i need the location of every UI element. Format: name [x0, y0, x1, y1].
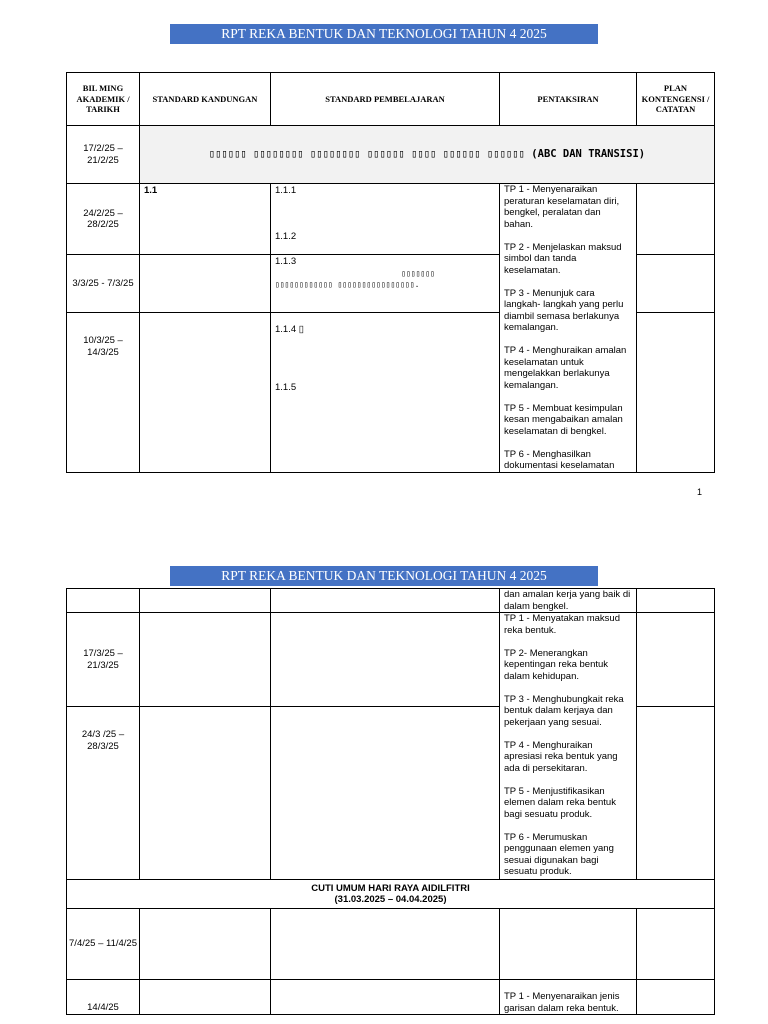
standard-pembelajaran-cell: [271, 613, 500, 707]
tp-item: TP 5 - Membuat kesimpulan kesan mengabaikan amalan keselamatan di bengkel.: [504, 402, 623, 437]
sp-text: ▯▯▯▯▯▯▯: [401, 268, 435, 278]
tp-item: TP 5 - Menjustifikasikan elemen dalam reka bentuk bagi sesuatu produk.: [504, 785, 616, 820]
date-cell: 24/2/25 – 28/2/25: [67, 184, 140, 255]
standard-pembelajaran-cell: [271, 313, 500, 472]
holiday-dates: (31.03.2025 – 04.04.2025): [334, 894, 447, 905]
holiday-row: [67, 880, 715, 909]
date-cell: 24/3 /25 – 28/3/25: [67, 707, 140, 880]
standard-pembelajaran-cell: [271, 707, 500, 880]
date-cell: 17/2/25 – 21/2/25: [67, 126, 140, 184]
unit-title: ▯▯▯▯▯▯ ▯▯▯▯▯▯▯▯ ▯▯▯▯▯▯▯▯ ▯▯▯▯▯▯ ▯▯▯▯ ▯▯▯▯▯▯ ▯▯▯▯▯▯ (ABC DAN TRANSISI): [140, 126, 715, 184]
holiday-title: CUTI UMUM HARI RAYA AIDILFITRI: [311, 882, 470, 894]
standard-kandungan-cell: [140, 707, 271, 880]
standard-kandungan-cell: [140, 589, 271, 613]
date-cell: 10/3/25 – 14/3/25: [67, 313, 140, 472]
tp-item: TP 1 - Menyenaraikan peraturan keselamatan diri, bengkel, peralatan dan bahan.: [504, 184, 620, 230]
plan-cell: [637, 255, 715, 313]
tp-item: TP 4 - Menghuraikan apresiasi reka bentuk yang ada di persekitaran.: [504, 739, 618, 774]
plan-cell: [637, 707, 715, 880]
standard-kandungan-cell: 1.1: [140, 184, 271, 255]
rpt-table-page-1: [66, 72, 715, 473]
standard-pembelajaran-cell: [271, 589, 500, 613]
sp-code: 1.1.2: [275, 230, 297, 242]
pentaksiran-cell: [500, 613, 637, 880]
plan-cell: [637, 980, 715, 1015]
tp-item: TP 2- Menerangkan kepentingan reka bentuk dalam kehidupan.: [504, 647, 609, 682]
pentaksiran-cell: TP 1 - Menyenaraikan jenis garisan dalam reka bentuk.: [500, 980, 637, 1015]
standard-kandungan-cell: [140, 909, 271, 980]
standard-kandungan-cell: [140, 255, 271, 313]
page-title: RPT REKA BENTUK DAN TEKNOLOGI TAHUN 4 2025: [170, 24, 598, 44]
pentaksiran-cell: dan amalan kerja yang baik di dalam bengkel.: [500, 589, 637, 613]
plan-cell: [637, 909, 715, 980]
header-bil: BIL MING AKADEMIK / TARIKH: [67, 73, 140, 126]
standard-pembelajaran-cell: [271, 909, 500, 980]
sp-code: 1.1.4 ▯: [275, 324, 304, 336]
header-pentaksiran: PENTAKSIRAN: [500, 73, 637, 126]
standard-pembelajaran-cell: [271, 255, 500, 313]
date-cell: 17/3/25 – 21/3/25: [67, 613, 140, 707]
plan-cell: [637, 613, 715, 707]
tp-item: TP 3 - Menghubungkait reka bentuk dalam kerjaya dan pekerjaan yang sesuai.: [504, 693, 624, 728]
tp-item: TP 2 - Menjelaskan maksud simbol dan tanda keselamatan.: [504, 241, 622, 276]
rpt-table-page-2: [66, 588, 715, 1015]
sp-text: ▯▯▯▯▯▯▯▯▯▯▯▯ ▯▯▯▯▯▯▯▯▯▯▯▯▯▯▯▯.: [275, 280, 420, 290]
tp-item: TP 4 - Menghuraikan amalan keselamatan untuk mengelakkan berlakunya kemalangan.: [504, 345, 627, 391]
pentaksiran-cell: [500, 184, 637, 473]
tp-item: TP 1 - Menyatakan maksud reka bentuk.: [504, 613, 620, 636]
date-cell: 3/3/25 - 7/3/25: [67, 255, 140, 313]
header-standard-pembelajaran: STANDARD PEMBELAJARAN: [271, 73, 500, 126]
sp-code: 1.1.3: [275, 256, 297, 268]
standard-pembelajaran-cell: [271, 980, 500, 1015]
page-title: RPT REKA BENTUK DAN TEKNOLOGI TAHUN 4 2025: [170, 566, 598, 586]
plan-cell: [637, 313, 715, 472]
date-cell: 14/4/25: [67, 980, 140, 1015]
standard-kandungan-cell: [140, 980, 271, 1015]
header-plan-kontengensi: PLAN KONTENGENSI / CATATAN: [637, 73, 715, 126]
plan-cell: [637, 589, 715, 613]
standard-kandungan-cell: [140, 313, 271, 472]
date-cell: [67, 589, 140, 613]
sp-code: 1.1.1: [275, 185, 297, 196]
sp-code: 1.1.5: [275, 381, 297, 393]
standard-pembelajaran-cell: [271, 184, 500, 255]
standard-kandungan-cell: [140, 613, 271, 707]
tp-item: TP 3 - Menunjuk cara langkah- langkah yang perlu diambil semasa berlakunya kemalangan.: [504, 287, 624, 333]
pentaksiran-cell: [500, 909, 637, 980]
page-number: 1: [696, 487, 702, 497]
plan-cell: [637, 184, 715, 255]
header-standard-kandungan: STANDARD KANDUNGAN: [140, 73, 271, 126]
date-cell: 7/4/25 – 11/4/25: [67, 909, 140, 980]
tp-item: TP 6 - Merumuskan penggunaan elemen yang sesuai digunakan bagi sesuatu produk.: [504, 831, 614, 877]
tp-item: TP 6 - Menghasilkan dokumentasi keselamatan: [504, 448, 615, 471]
